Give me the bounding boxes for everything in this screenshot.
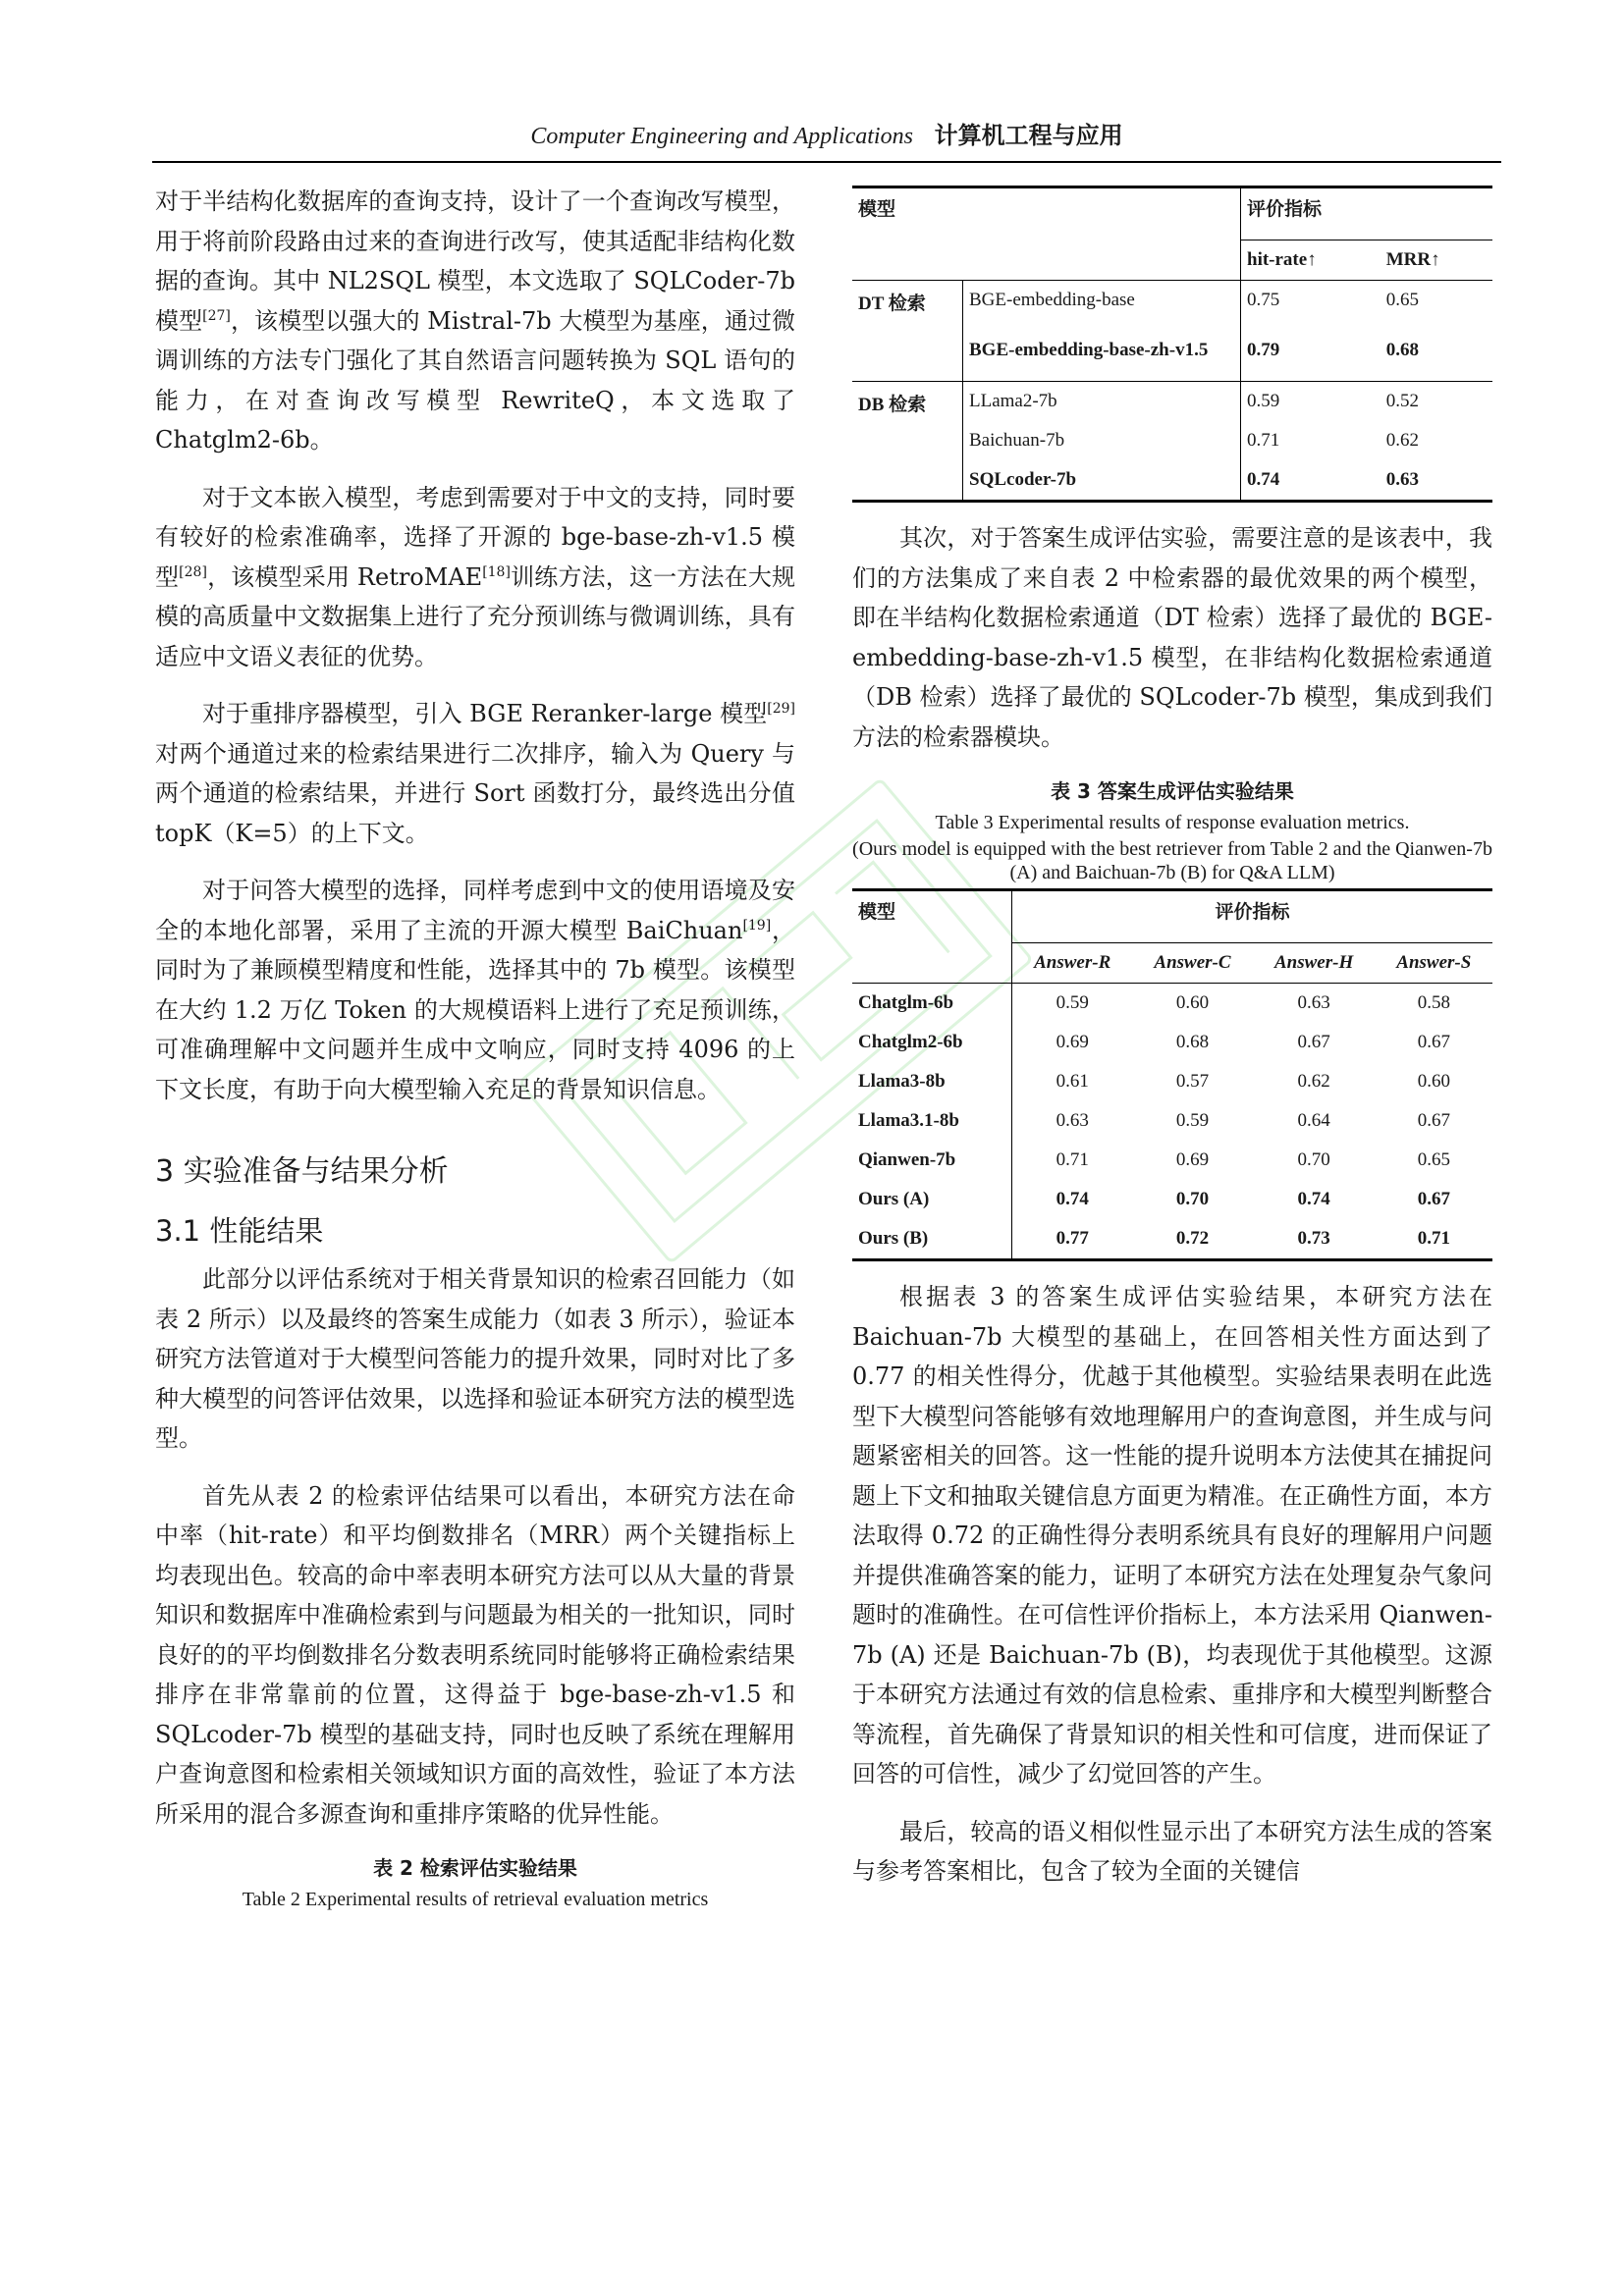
table3-cell: 0.72: [1175, 1228, 1210, 1249]
paragraph-query-rewrite: 对于半结构化数据库的查询支持，设计了一个查询改写模型，用于将前阶段路由过来的查询进行改写，使其适配非结构化数据的查询。其中 NL2SQL 模型，本文选取了 SQLCoder-7b 模型[27]，该模型以强大的 Mistral-7b 大模型为基座，通过微调训练的方法专门强化了其自然语言问题转换为 SQL 语句的能力，在对查询改写模型 RewriteQ，本文选取了 Chatglm2-6b。: [155, 187, 796, 454]
table2-caption-cn: 表 2 检索评估实验结果: [373, 1856, 577, 1880]
table2-cell-hit: 0.79: [1241, 320, 1380, 382]
table2-cell-model: SQLcoder-7b: [963, 460, 1241, 502]
table2-cell-mrr: 0.65: [1385, 290, 1419, 310]
table3-header-metric: 评价指标: [1012, 890, 1493, 943]
table2-cell-mrr: 0.62: [1385, 430, 1419, 451]
table-row: [852, 984, 1492, 1024]
table2-group-db: DB 检索: [858, 395, 927, 415]
table3-header-col: Answer-H: [1253, 943, 1376, 984]
table3-cell: 0.67: [1417, 1032, 1450, 1052]
paragraph-answer-setup: 其次，对于答案生成评估实验，需要注意的是该表中，我们的方法集成了来自表 2 中检索器的最优效果的两个模型，即在半结构化数据检索通道（DT 检索）选择了最优的 BGE-embedding-base-zh-v1.5 模型，在非结构化数据检索通道（DB 检索）选择了最优的 SQLcoder-7b 模型，集成到我们方法的检索器模块。: [852, 524, 1492, 751]
table2-header-hit: hit-rate↑: [1241, 240, 1380, 281]
table2-cell-hit: 0.74: [1241, 460, 1380, 502]
table2-cell-hit: 0.75: [1241, 281, 1380, 321]
paragraph-answer-analysis: 根据表 3 的答案生成评估实验结果，本研究方法在 Baichuan-7b 大模型的基础上，在回答相关性方面达到了 0.77 的相关性得分，优越于其他模型。实验结果表明在此选型下大模型问答能够有效地理解用户的查询意图，并生成与问题紧密相关的回答。这一性能的提升说明本方法使其在捕捉问题上下文和抽取关键信息方面更为精准。在正确性方面，本方法取得 0.72 的正确性得分表明系统具有良好的理解用户问题并提供准确答案的能力，证明了本研究方法在处理复杂气象问题时的准确性。在可信性评价指标上，本方法采用 Qianwen-7b (A) 还是 Baichuan-7b (B)，均表现优于其他模型。这源于本研究方法通过有效的信息检索、重排序和大模型判断整合等流程，首先确保了背景知识的相关性和可信度，进而保证了回答的可信性，减少了幻觉回答的产生。: [852, 1283, 1492, 1788]
citation: [19]: [742, 917, 772, 934]
table3-cell-model: Chatglm-6b: [858, 992, 954, 1013]
table3-cell: 0.77: [1012, 1219, 1133, 1260]
table3-cell: 0.65: [1417, 1149, 1450, 1170]
table3-cell: 0.74: [1297, 1189, 1330, 1209]
table3-caption-en: Table 3 Experimental results of response evaluation metrics.: [935, 812, 1410, 833]
table3-cell-model: Ours (B): [858, 1228, 929, 1249]
table-row: [852, 1219, 1492, 1260]
table2-cell-mrr: 0.63: [1385, 469, 1419, 490]
table3-cell: 0.59: [1175, 1110, 1210, 1131]
table3-cell-model: Chatglm2-6b: [858, 1032, 963, 1052]
citation: [27]: [202, 307, 231, 324]
table3-cell: 0.67: [1417, 1110, 1450, 1131]
paragraph-embedding-model: 对于文本嵌入模型，考虑到需要对于中文的支持，同时要有较好的检索准确率，选择了开源的 bge-base-zh-v1.5 模型[28]，该模型采用 RetroMAE[18]训练方法，这一方法在大规模的高质量中文数据集上进行了充分预训练与微调训练，具有适应中文语义表征的优势。: [155, 483, 795, 670]
table3-header-col: Answer-S: [1376, 943, 1492, 984]
table3-caption-cn: 表 3 答案生成评估实验结果: [1051, 779, 1294, 803]
table2-cell-hit: 0.59: [1241, 382, 1380, 422]
subsection-heading: 3.1 性能结果: [155, 1214, 324, 1248]
table3-cell: 0.59: [1012, 984, 1133, 1024]
right-column: [852, 182, 1492, 1909]
table2-cell-mrr: 0.52: [1385, 391, 1419, 411]
paragraph-retrieval-results: 首先从表 2 的检索评估结果可以看出，本研究方法在命中率（hit-rate）和平均倒数排名（MRR）两个关键指标上均表现出色。较高的命中率表明本研究方法可以从大量的背景知识和数据库中准确检索到与问题最为相关的一批知识，同时良好的的平均倒数排名分数表明系统同时能够将正确检索结果排序在非常靠前的位置，这得益于 bge-base-zh-v1.5 和 SQLcoder-7b 模型的基础支持，同时也反映了系统在理解用户查询意图和检索相关领域知识方面的高效性，验证了本方法所采用的混合多源查询和重排序策略的优异性能。: [155, 1481, 795, 1828]
table3-cell: 0.70: [1297, 1149, 1330, 1170]
table2-cell-model: BGE-embedding-base-zh-v1.5: [963, 320, 1241, 382]
table3-cell: 0.60: [1417, 1071, 1450, 1092]
table3-cell: 0.69: [1012, 1023, 1133, 1062]
table3-cell: 0.63: [1297, 992, 1330, 1013]
table2-cell-mrr: 0.68: [1385, 340, 1419, 360]
paragraph-semantic-similarity: 最后，较高的语义相似性显示出了本研究方法生成的答案与参考答案相比，包含了较为全面的关键信: [852, 1817, 1492, 1885]
table2-cell-model: Baichuan-7b: [963, 421, 1241, 460]
table2-cell-model: LLama2-7b: [963, 382, 1241, 422]
table2-header-mrr: MRR↑: [1380, 240, 1492, 281]
table3-cell: 0.63: [1012, 1101, 1133, 1141]
section-heading: 3 实验准备与结果分析: [155, 1154, 449, 1189]
table3-header-col: Answer-R: [1012, 943, 1133, 984]
table3-cell: 0.60: [1175, 992, 1210, 1013]
table3-cell: 0.69: [1175, 1149, 1210, 1170]
table3-cell: 0.67: [1297, 1032, 1330, 1052]
table3-cell: 0.67: [1417, 1189, 1450, 1209]
table3-header-col: Answer-C: [1132, 943, 1252, 984]
table3-cell: 0.73: [1297, 1228, 1330, 1249]
running-header: [152, 110, 1501, 163]
table3-cell: 0.71: [1012, 1141, 1133, 1180]
table-row: [852, 1141, 1492, 1180]
table3-cell-model: Llama3.1-8b: [858, 1110, 959, 1131]
table3-answer-eval: [852, 888, 1492, 1261]
table3-header-model: 模型: [858, 902, 896, 923]
table2-caption-en: Table 2 Experimental results of retrieval evaluation metrics: [242, 1889, 709, 1910]
table-row: [852, 1062, 1492, 1101]
paragraph-reranker: 对于重排序器模型，引入 BGE Reranker-large 模型[29]对两个通道过来的检索结果进行二次排序，输入为 Query 与两个通道的检索结果，并进行 Sort 函数打分，最终选出分值 topK（K=5）的上下文。: [155, 700, 795, 847]
table3-cell: 0.61: [1012, 1062, 1133, 1101]
citation: [28]: [179, 563, 207, 580]
table3-cell: 0.71: [1417, 1228, 1450, 1249]
table3-cell-model: Llama3-8b: [858, 1071, 946, 1092]
table2-retrieval: [852, 186, 1492, 503]
table3-cell: 0.64: [1297, 1110, 1330, 1131]
table3-cell: 0.74: [1012, 1180, 1133, 1219]
journal-title-cn: 计算机工程与应用: [934, 122, 1123, 149]
table3-caption-note: (Ours model is equipped with the best retriever from Table 2 and the Qianwen-7b (A) and Baichuan-7b (B) for Q&A LLM): [852, 838, 1492, 883]
table-row: [852, 1180, 1492, 1219]
left-column: [155, 182, 795, 1914]
table2-group-dt: DT 检索: [858, 294, 926, 314]
table2-header-metric: 评价指标: [1241, 187, 1493, 240]
paragraph-overview: 此部分以评估系统对于相关背景知识的检索召回能力（如表 2 所示）以及最终的答案生成能力（如表 3 所示），验证本研究方法管道对于大模型问答能力的提升效果，同时对比了多种大模型的问答评估效果，以选择和验证本研究方法的模型选型。: [155, 1265, 795, 1452]
table-row: [852, 1101, 1492, 1141]
journal-title-en: Computer Engineering and Applications: [530, 124, 913, 149]
table3-cell: 0.57: [1175, 1071, 1210, 1092]
table3-cell: 0.70: [1175, 1189, 1210, 1209]
table2-cell-hit: 0.71: [1241, 421, 1380, 460]
citation: [29]: [767, 701, 795, 717]
table3-cell-model: Ours (A): [858, 1189, 930, 1209]
table3-cell: 0.62: [1297, 1071, 1330, 1092]
table3-cell-model: Qianwen-7b: [858, 1149, 956, 1170]
table-row: [852, 1023, 1492, 1062]
paragraph-qa-model: 对于问答大模型的选择，同样考虑到中文的使用语境及安全的本地化部署，采用了主流的开源大模型 BaiChuan[19]，同时为了兼顾模型精度和性能，选择其中的 7b 模型。该模型在大约 1.2 万亿 Token 的大规模语料上进行了充足预训练，可准确理解中文问题并生成中文响应，同时支持 4096 的上下文长度，有助于向大模型输入充足的背景知识信息。: [155, 877, 795, 1103]
citation: [18]: [482, 563, 511, 580]
table3-cell: 0.58: [1417, 992, 1450, 1013]
table2-header-model: 模型: [858, 199, 896, 220]
table3-cell: 0.68: [1175, 1032, 1210, 1052]
table2-cell-model: BGE-embedding-base: [963, 281, 1241, 321]
